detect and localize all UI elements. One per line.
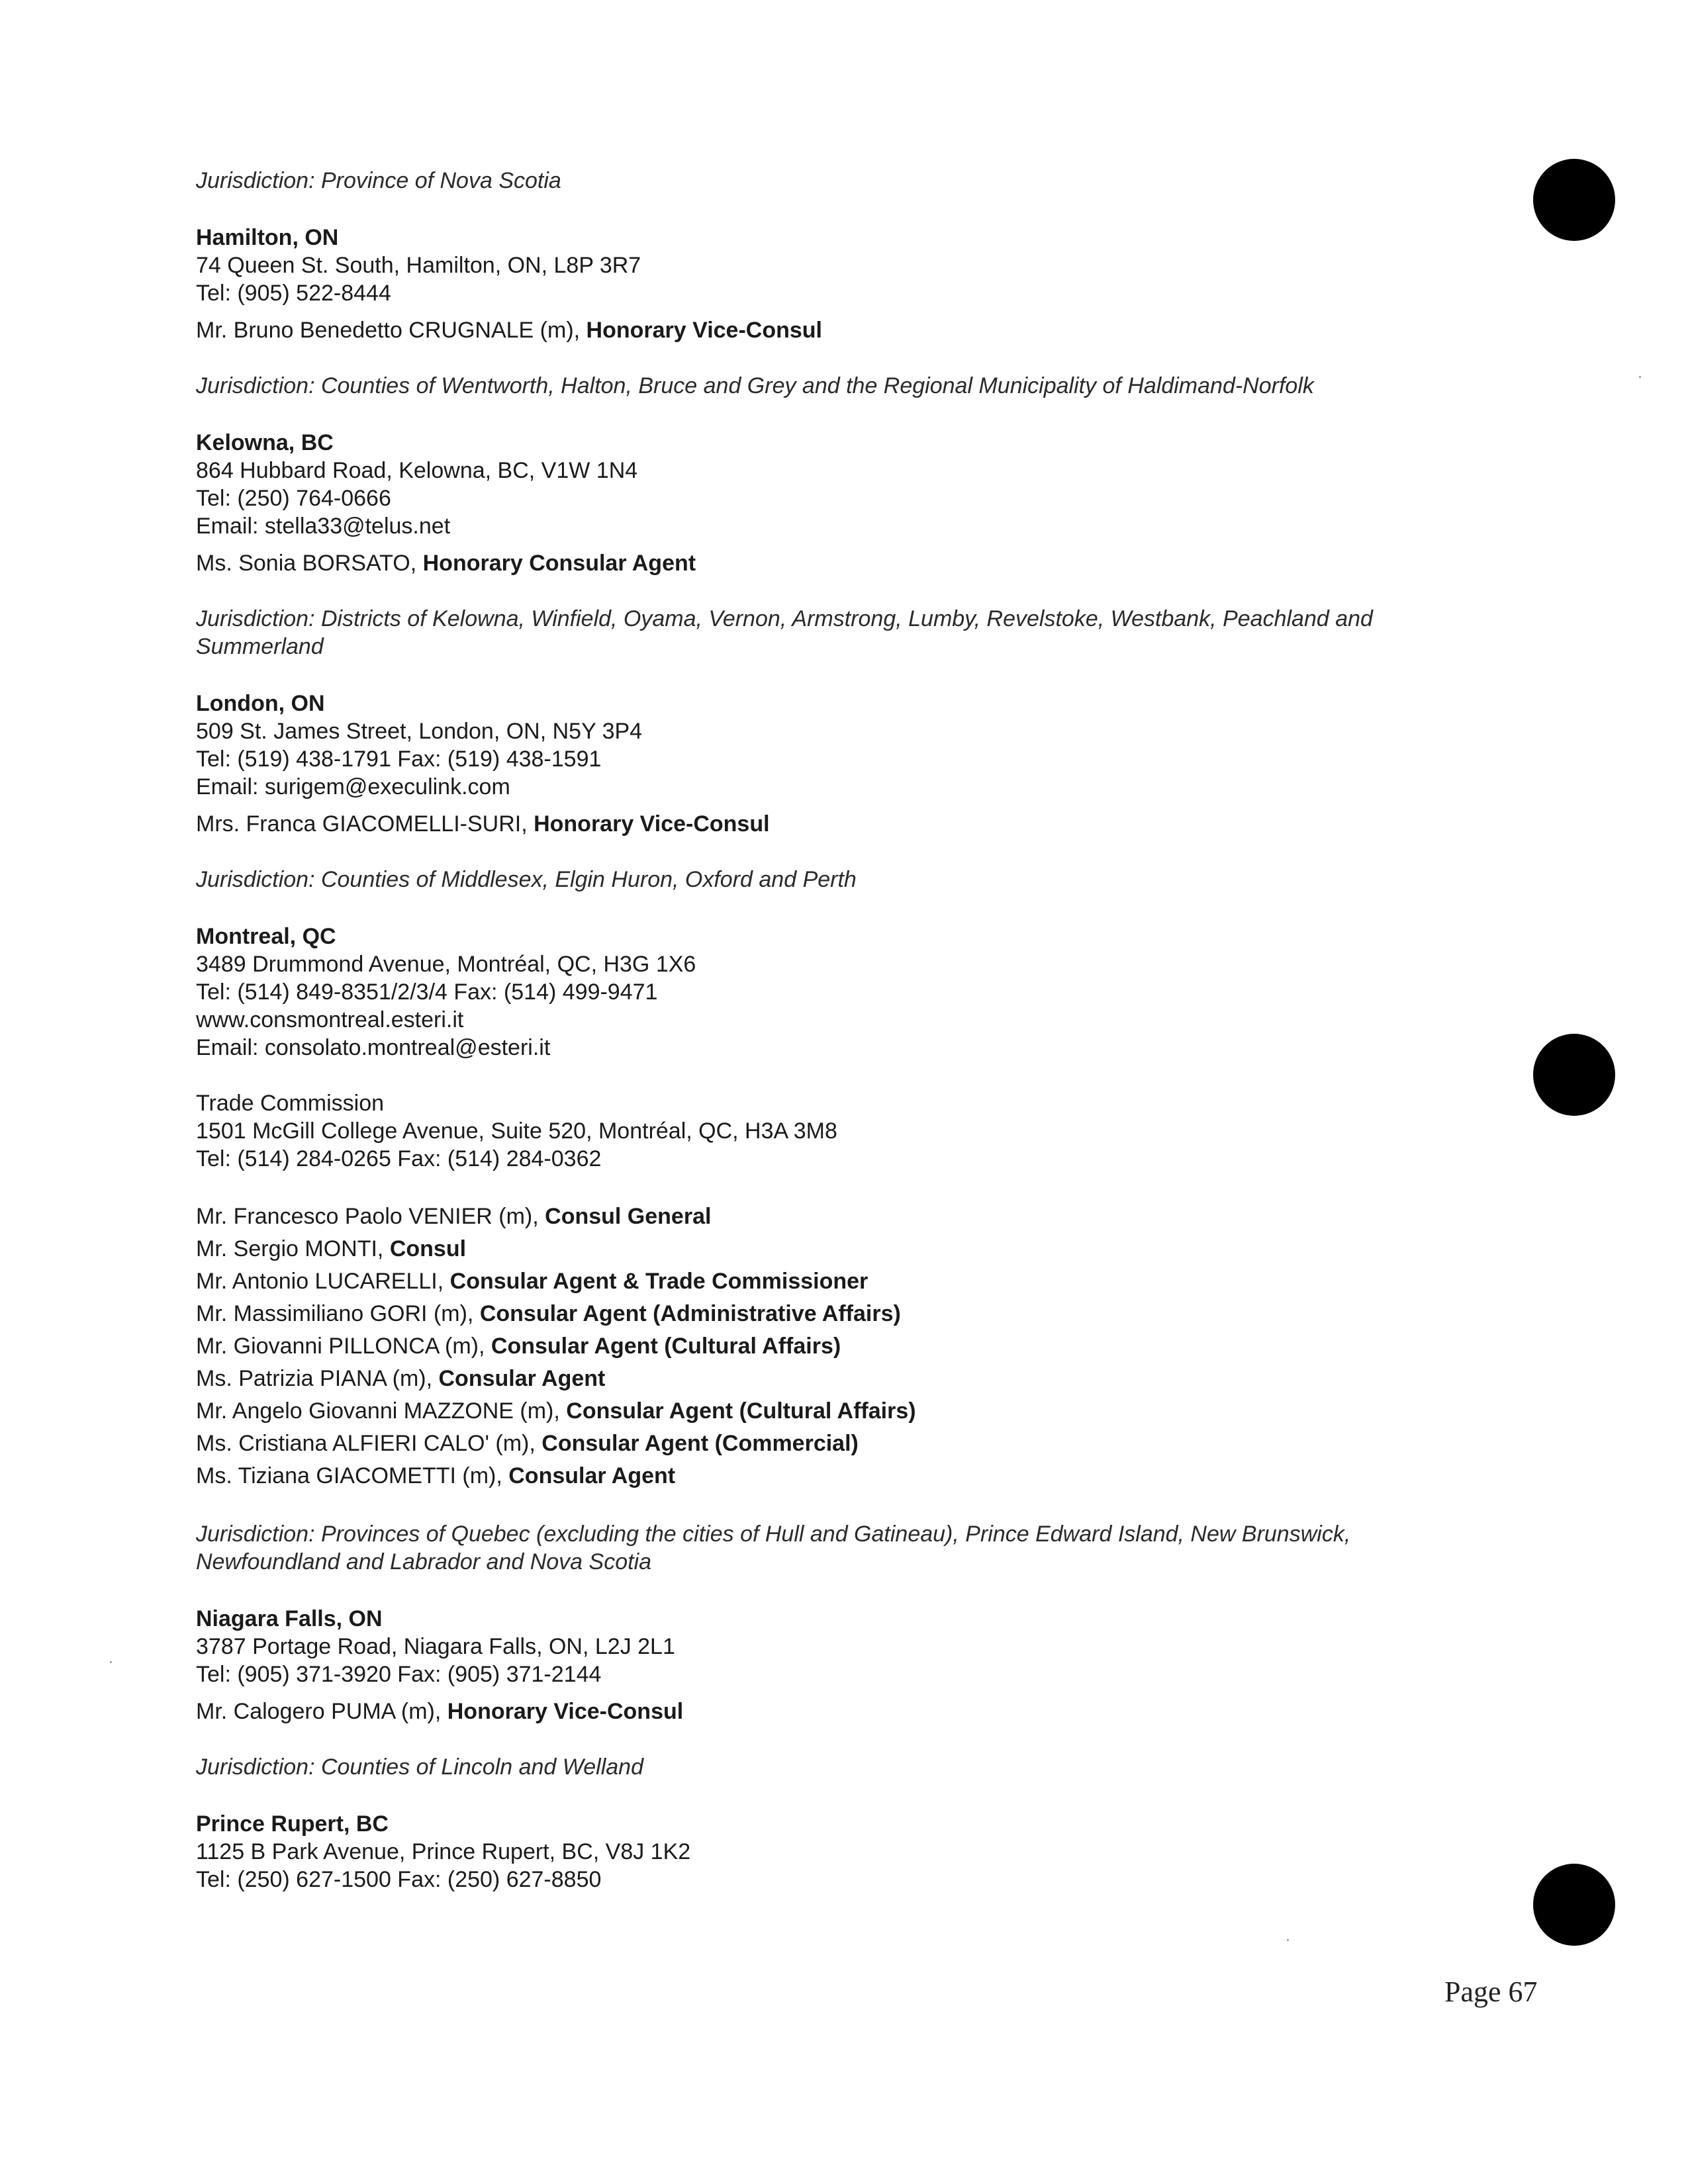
- address: 3489 Drummond Avenue, Montréal, QC, H3G 1X6: [196, 952, 696, 977]
- email: Email: stella33@telus.net: [196, 514, 451, 539]
- entry-kelowna: [196, 429, 1507, 660]
- punch-hole-middle: [1533, 1034, 1615, 1116]
- entry-heading: London, ON: [196, 691, 325, 716]
- official-name: Mr. Massimiliano GORI (m),: [196, 1301, 480, 1326]
- official: [196, 1298, 1507, 1330]
- official: [196, 1265, 1507, 1298]
- official-role: Consular Agent: [508, 1463, 676, 1488]
- entry-niagara-falls: [196, 1605, 1507, 1781]
- official-role: Consular Agent (Cultural Affairs): [566, 1398, 916, 1424]
- jurisdiction: Jurisdiction: Counties of Middlesex, Elgin Huron, Oxford and Perth: [196, 867, 857, 892]
- document-body: [196, 167, 1507, 1893]
- official: [196, 1233, 1507, 1265]
- jurisdiction-continued: Summerland: [196, 634, 324, 659]
- official: [196, 1428, 1507, 1460]
- jurisdiction-continued: Newfoundland and Labrador and Nova Scotia: [196, 1549, 652, 1574]
- entry-heading: Niagara Falls, ON: [196, 1606, 383, 1631]
- scan-speck: [1639, 376, 1641, 378]
- address: 74 Queen St. South, Hamilton, ON, L8P 3R7: [196, 253, 641, 278]
- jurisdiction: Jurisdiction: Counties of Wentworth, Halton, Bruce and Grey and the Regional Municipality of Haldimand-Norfolk: [196, 373, 1314, 398]
- official-role: Honorary Vice-Consul: [534, 811, 770, 837]
- official-name: Mr. Giovanni PILLONCA (m),: [196, 1334, 491, 1359]
- official-role: Honorary Vice-Consul: [586, 318, 822, 343]
- official: [196, 1330, 1507, 1363]
- entry-heading: Kelowna, BC: [196, 430, 334, 455]
- entry-london: [196, 690, 1507, 893]
- telephone: Tel: (514) 849-8351/2/3/4 Fax: (514) 499-9471: [196, 979, 658, 1005]
- official-name: Mr. Francesco Paolo VENIER (m),: [196, 1204, 545, 1229]
- official-role: Consular Agent (Commercial): [541, 1431, 859, 1456]
- entry-hamilton: [196, 224, 1507, 400]
- entry-montreal: [196, 923, 1507, 1576]
- official-role: Consular Agent (Administrative Affairs): [479, 1301, 901, 1326]
- official: [196, 316, 1507, 344]
- staff-list: [196, 1201, 1507, 1492]
- punch-hole-bottom: [1533, 1864, 1615, 1946]
- official: [196, 1698, 1507, 1725]
- telephone: Tel: (905) 371-3920 Fax: (905) 371-2144: [196, 1662, 602, 1687]
- entry-heading: Hamilton, ON: [196, 225, 339, 250]
- trade-commission-address: 1501 McGill College Avenue, Suite 520, Montréal, QC, H3A 3M8: [196, 1118, 837, 1144]
- trade-commission-title: Trade Commission: [196, 1091, 385, 1116]
- website: www.consmontreal.esteri.it: [196, 1007, 464, 1032]
- entry-heading: Montreal, QC: [196, 924, 336, 949]
- official: [196, 1201, 1507, 1233]
- telephone: Tel: (905) 522-8444: [196, 281, 391, 306]
- jurisdiction-nova-scotia: Jurisdiction: Province of Nova Scotia: [196, 168, 561, 193]
- official-name: Mr. Antonio LUCARELLI,: [196, 1269, 450, 1294]
- official: [196, 810, 1507, 838]
- official-role: Honorary Consular Agent: [422, 551, 696, 576]
- official: [196, 1395, 1507, 1428]
- official-name: Ms. Tiziana GIACOMETTI (m),: [196, 1463, 509, 1488]
- address: 509 St. James Street, London, ON, N5Y 3P4: [196, 719, 643, 744]
- official-role: Consul: [389, 1236, 467, 1261]
- official: [196, 1460, 1507, 1492]
- official-name: Mr. Calogero PUMA (m),: [196, 1699, 447, 1724]
- official-role: Consul General: [545, 1204, 712, 1229]
- address: 864 Hubbard Road, Kelowna, BC, V1W 1N4: [196, 458, 638, 483]
- trade-commission-telephone: Tel: (514) 284-0265 Fax: (514) 284-0362: [196, 1146, 602, 1171]
- scan-speck: [110, 1661, 112, 1663]
- official-role: Consular Agent & Trade Commissioner: [449, 1269, 868, 1294]
- official-name: Mr. Sergio MONTI,: [196, 1236, 390, 1261]
- official-name: Mrs. Franca GIACOMELLI-SURI,: [196, 811, 534, 837]
- telephone: Tel: (250) 627-1500 Fax: (250) 627-8850: [196, 1867, 602, 1892]
- punch-hole-top: [1533, 159, 1615, 241]
- scan-speck: [1287, 1939, 1289, 1941]
- entry-prince-rupert: [196, 1810, 1507, 1893]
- email: Email: surigem@execulink.com: [196, 774, 510, 799]
- email: Email: consolato.montreal@esteri.it: [196, 1035, 551, 1060]
- official-role: Honorary Vice-Consul: [447, 1699, 684, 1724]
- official-name: Ms. Sonia BORSATO,: [196, 551, 423, 576]
- official-name: Ms. Patrizia PIANA (m),: [196, 1366, 439, 1391]
- address: 3787 Portage Road, Niagara Falls, ON, L2J 2L1: [196, 1634, 675, 1659]
- telephone: Tel: (250) 764-0666: [196, 486, 391, 511]
- entry-heading: Prince Rupert, BC: [196, 1811, 389, 1837]
- official-name: Mr. Bruno Benedetto CRUGNALE (m),: [196, 318, 586, 343]
- telephone: Tel: (519) 438-1791 Fax: (519) 438-1591: [196, 747, 602, 772]
- official-role: Consular Agent: [438, 1366, 606, 1391]
- official-name: Mr. Angelo Giovanni MAZZONE (m),: [196, 1398, 567, 1424]
- page-number: Page 67: [1444, 1976, 1538, 2008]
- official-name: Ms. Cristiana ALFIERI CALO' (m),: [196, 1431, 542, 1456]
- official-role: Consular Agent (Cultural Affairs): [491, 1334, 841, 1359]
- jurisdiction: Jurisdiction: Districts of Kelowna, Winfield, Oyama, Vernon, Armstrong, Lumby, Revelstoke, Westbank, Peachland and: [196, 606, 1373, 631]
- address: 1125 B Park Avenue, Prince Rupert, BC, V8J 1K2: [196, 1839, 691, 1864]
- jurisdiction: Jurisdiction: Provinces of Quebec (excluding the cities of Hull and Gatineau), Prince Edward Island, New Brunswick,: [196, 1522, 1351, 1547]
- jurisdiction: Jurisdiction: Counties of Lincoln and Welland: [196, 1754, 643, 1780]
- official: [196, 1363, 1507, 1395]
- official: [196, 549, 1507, 577]
